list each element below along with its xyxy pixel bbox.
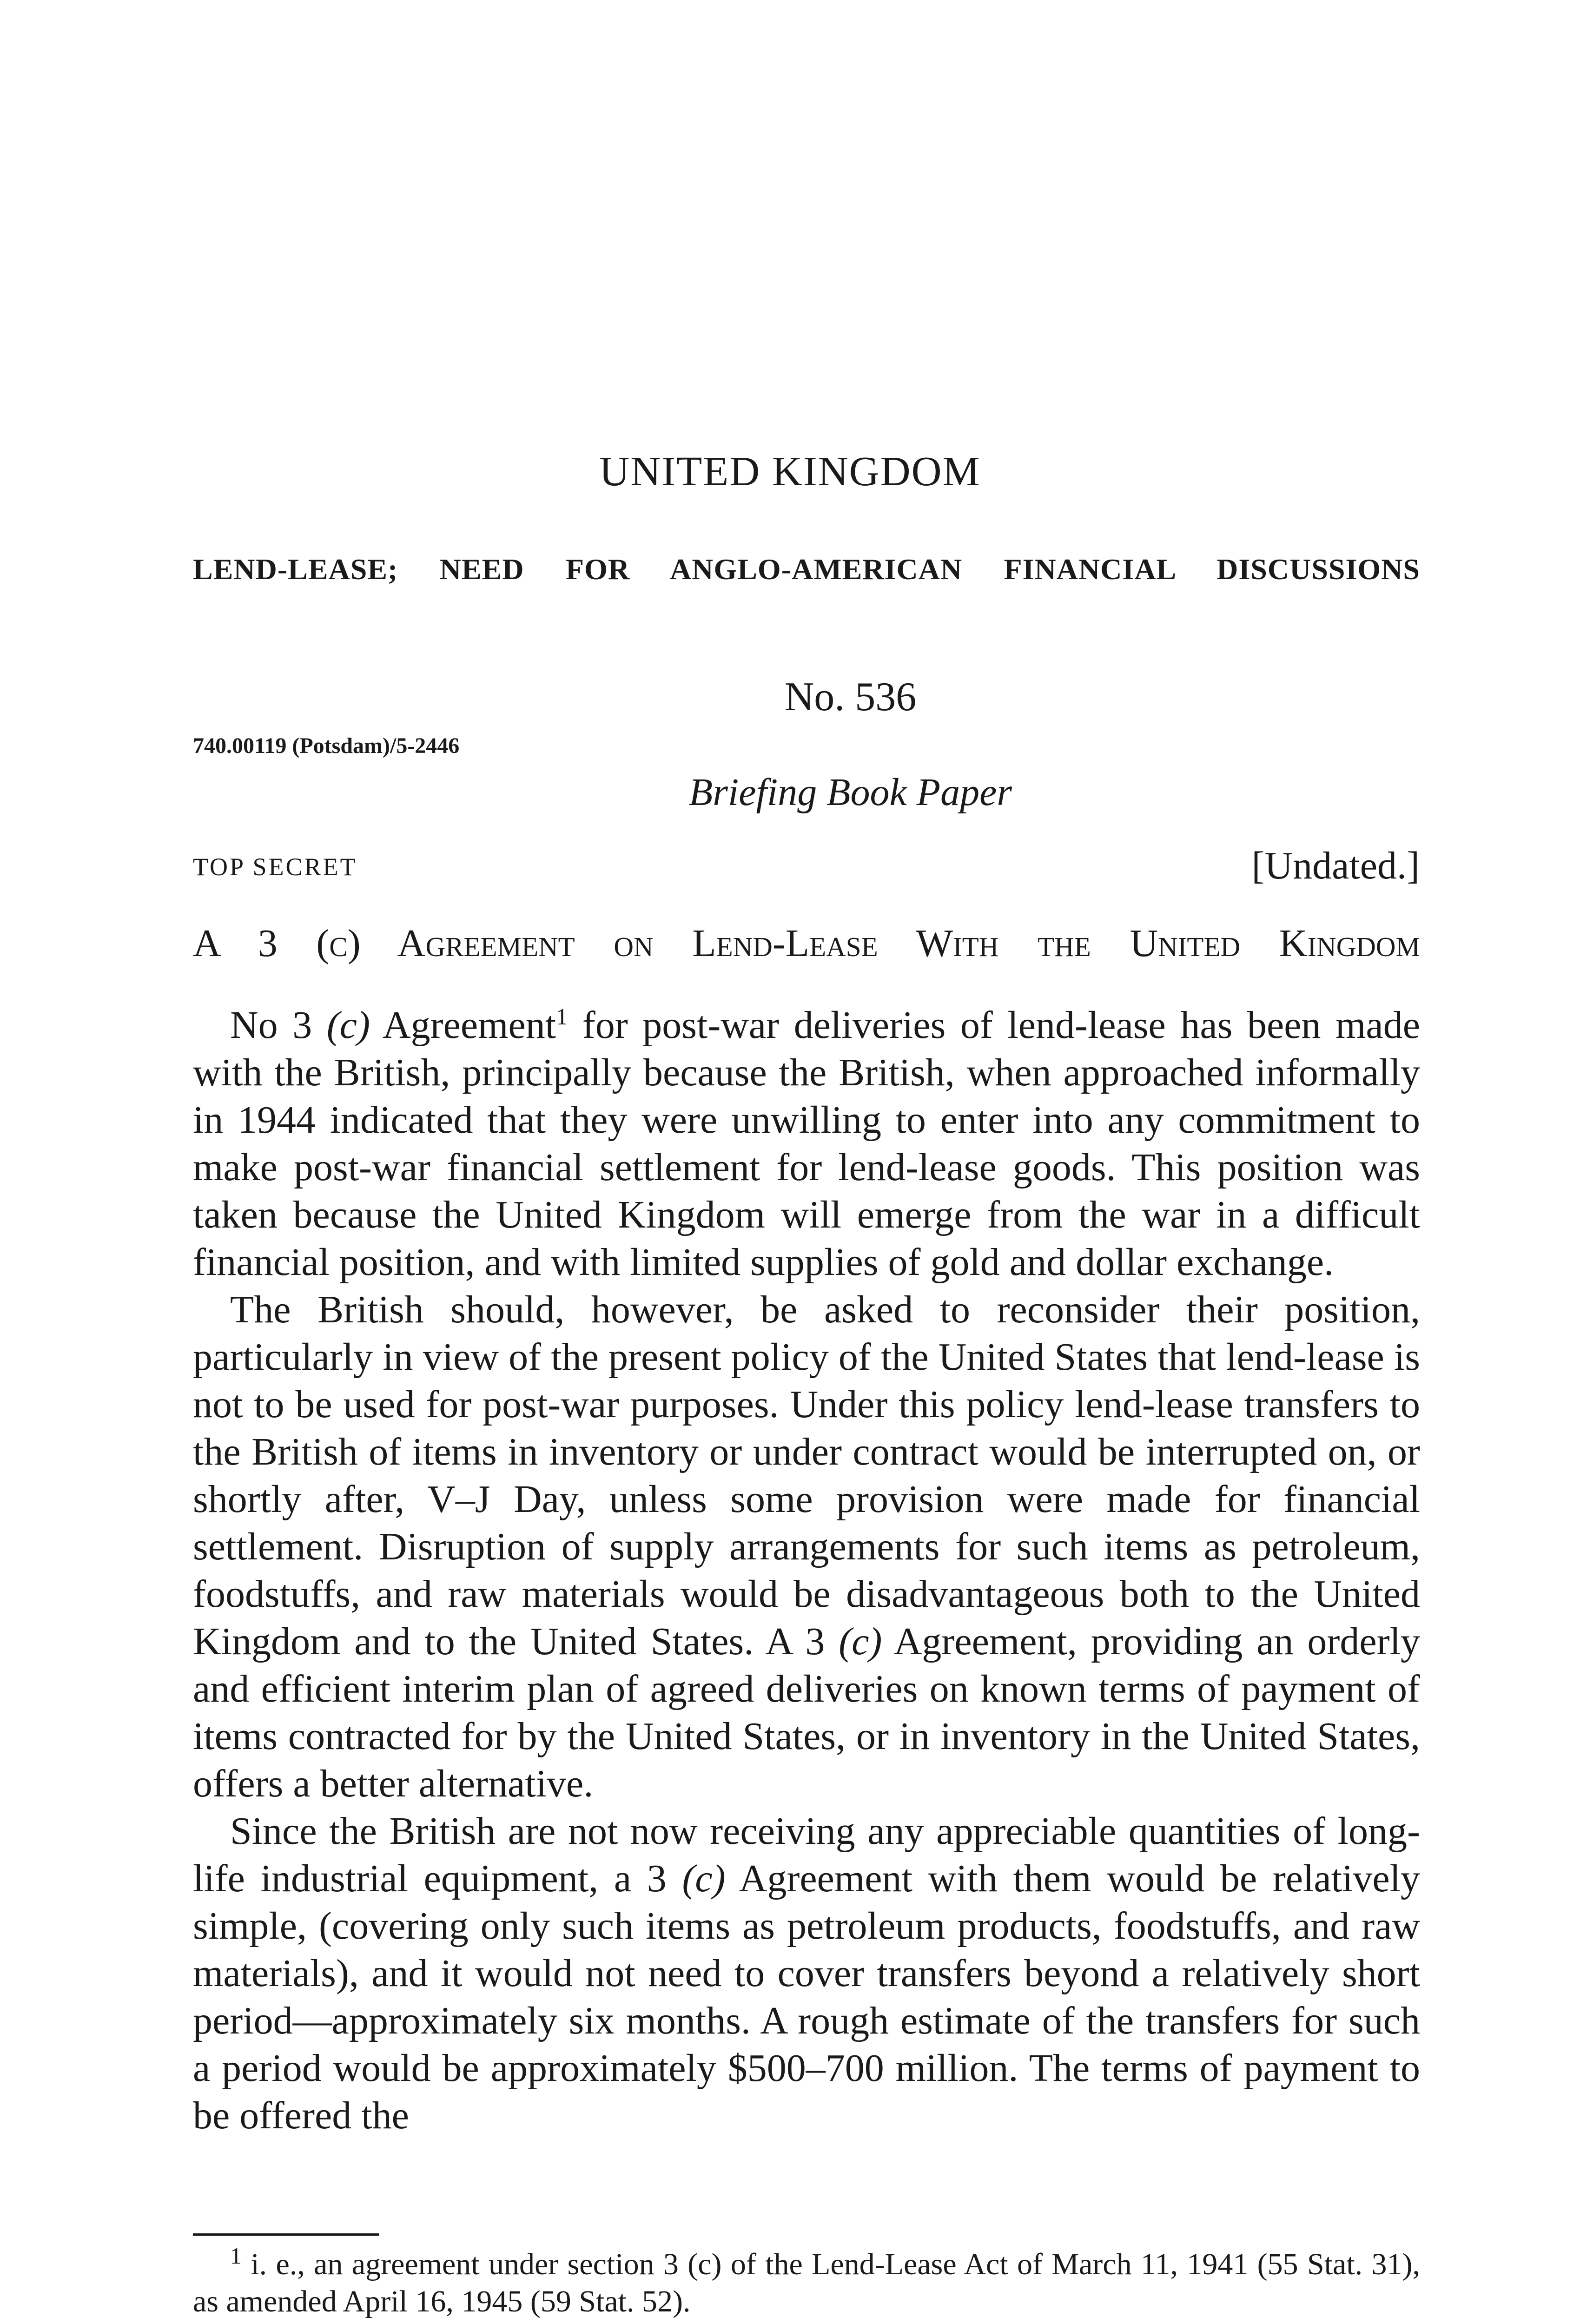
paragraph-1-start: No 3: [230, 1004, 327, 1047]
classification-label: TOP SECRET: [193, 853, 357, 881]
paragraph-2-section-ref: (c): [839, 1620, 882, 1663]
footnote-reference-marker: 1: [556, 1004, 568, 1030]
section-title: UNITED KINGDOM: [599, 449, 981, 495]
document-number: No. 536: [784, 674, 917, 720]
footnote-marker: 1: [230, 2243, 242, 2269]
paragraph-3-start: Since the British are not now receiving any appreciable quantities of long-life industrial equipment, a 3: [193, 1809, 1420, 1900]
paragraph-2-start: The British should, however, be asked to reconsider their position, particularly in view of the present policy of the United States that lend-lease is not to be used for post-war purposes. Under this policy lend-lease transfers to the British of items in inventory or under contract would be interrupted on, or shortly after, V–J Day, unless some provision were made for financial settlement. Disruption of supply arrangements for such items as petroleum, foodstuffs, and raw materials would be disadvantageous both to the United Kingdom and to the United States. A 3: [193, 1288, 1420, 1663]
paragraph-1: [193, 1002, 1420, 1286]
paragraph-2: [193, 1286, 1420, 1808]
paragraph-3-rest: Agreement with them would be relatively simple, (covering only such items as petroleum products, foodstuffs, and raw materials), and it would not need to cover transfers beyond a relatively short period—approximately six months. A rough estimate of the transfers for such a period would be approximately $500–700 million. The terms of payment to be offered the: [193, 1857, 1420, 2137]
paragraph-1-rest: for post-war deliveries of lend-lease has been made with the British, principally because the British, when approached informally in 1944 indicated that they were unwilling to enter into any commitment to make post-war financial settlement for lend-lease goods. This position was taken because the United Kingdom will emerge from the war in a difficult financial position, and with limited supplies of gold and dollar exchange.: [193, 1004, 1420, 1284]
paragraph-1-section-ref: (c): [326, 1004, 370, 1047]
footnote: [193, 2243, 1420, 2320]
paragraph-3-section-ref: (c): [682, 1857, 726, 1900]
document-type: Briefing Book Paper: [688, 771, 1012, 814]
paragraph-3: [193, 1808, 1420, 2139]
date-note: [Undated.]: [1251, 844, 1420, 887]
paragraph-2-rest: Agreement, providing an orderly and efficient interim plan of agreed deliveries on known terms of payment of items contracted for by the United States, or in inventory in the United States, offers a better alternative.: [193, 1620, 1420, 1805]
subject-heading: LEND-LEASE; NEED FOR ANGLO-AMERICAN FINANCIAL DISCUSSIONS: [193, 553, 1420, 586]
document-heading: A 3 (c) Agreement on Lend-Lease With the United Kingdom: [193, 922, 1420, 965]
paragraph-1-word: Agreement: [370, 1004, 556, 1047]
footnote-text: i. e., an agreement under section 3 (c) of the Lend-Lease Act of March 11, 1941 (55 Stat. 31), as amended April 16, 1945 (59 Stat. 52).: [193, 2247, 1420, 2318]
footnote-divider: [193, 2233, 379, 2236]
document-body: [193, 1002, 1420, 2139]
file-reference: 740.00119 (Potsdam)/5-2446: [193, 733, 460, 758]
